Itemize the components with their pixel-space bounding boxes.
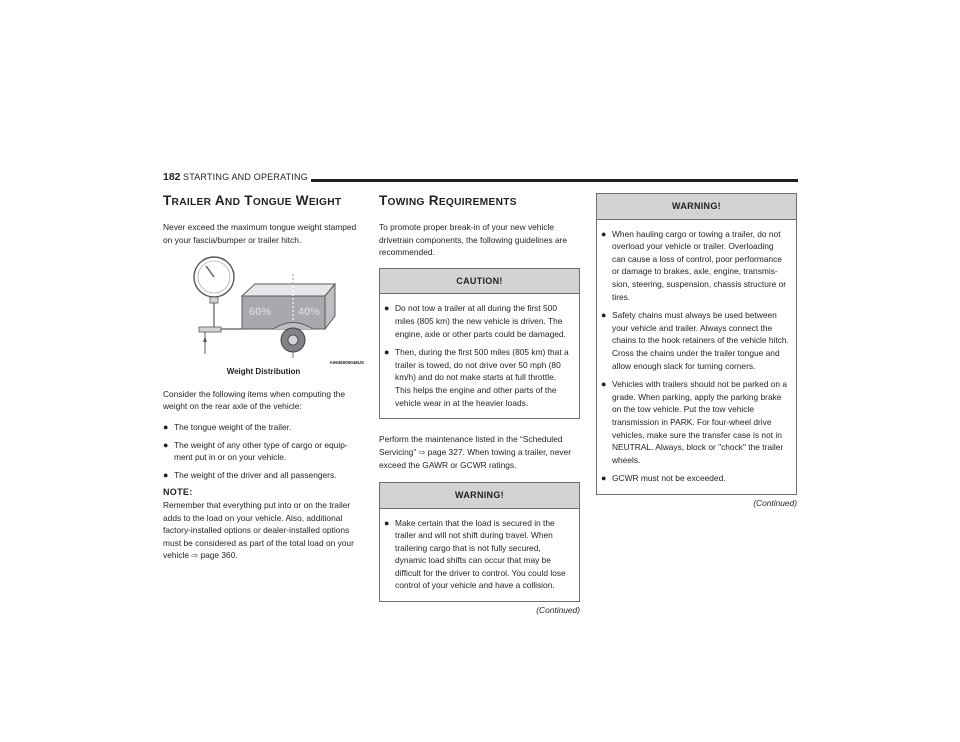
caution-title: CAUTION!: [380, 269, 579, 295]
note-page-link[interactable]: page 360.: [200, 550, 238, 561]
bullet-icon: ●: [384, 347, 390, 358]
column-warning-continued: [596, 193, 797, 509]
page-ref-arrow-icon: ⇨: [418, 447, 426, 457]
column-trailer-tongue-weight: [163, 193, 364, 571]
list-item: ● Then, during the first 500 miles (805 km) that a trailer is towed, do not drive over 50 mph (80 km/h) and do not make starts at full throttle. This helps the engine and other parts of the vehicle wear in at the heavier loads.: [384, 347, 569, 408]
page-header: [163, 171, 798, 185]
section-title: STARTING AND OPERATING: [183, 172, 308, 182]
figure-caption: Weight Distribution: [226, 367, 301, 377]
bullet-icon: ●: [601, 473, 607, 484]
list-item: ● The tongue weight of the trailer.: [163, 421, 292, 432]
heading-towing-requirements: TOWING REQUIREMENTS: [379, 193, 517, 208]
bullet-icon: ●: [601, 310, 607, 321]
warning-box: [596, 193, 797, 495]
towing-intro-paragraph: To promote proper break-in of your new vehicle drivetrain components, the following guidelines are recommended.: [379, 222, 568, 258]
weight-items-list: [163, 421, 364, 481]
list-item: ● Do not tow a trailer at all during the first 500 miles (805 km) the new vehicle is driven. The engine, axle or other parts could be damaged.: [384, 303, 566, 339]
bullet-icon: ●: [384, 517, 390, 528]
bullet-icon: ●: [601, 228, 607, 239]
caution-box: [379, 268, 580, 419]
rear-percentage-label: 40%: [298, 306, 321, 319]
warning-title: WARNING!: [380, 483, 579, 509]
note-label: NOTE:: [163, 487, 193, 498]
front-percentage-label: 60%: [249, 306, 272, 319]
trailer-scale-illustration: [163, 254, 364, 366]
continued-label: (Continued): [753, 497, 797, 508]
page-ref-arrow-icon: ⇨: [191, 551, 199, 561]
bullet-icon: ●: [163, 469, 169, 480]
weight-distribution-figure: [163, 254, 364, 366]
page-number: 182: [163, 171, 181, 183]
warning-title: WARNING!: [597, 194, 796, 220]
list-item: ● Vehicles with trailers should not be parked on a grade. When parking, apply the parking brake on the tow vehicle. Put the tow vehicle transmission in PARK. For four-wheel drive vehicles, make sure the transfer case is not in NEUTRAL. Always, block or "chock" the trailer wheels.: [601, 379, 788, 465]
list-item: ● The weight of any other type of cargo or equip-ment put in or on your vehicle.: [163, 439, 348, 463]
intro-paragraph: Never exceed the maximum tongue weight stamped on your fascia/bumper or trailer hitch.: [163, 222, 357, 245]
list-item: ● Make certain that the load is secured in the trailer and will not shift during travel. When trailering cargo that is not fully secured, dynamic load shifts can occur that may be difficult for the driver to control. You could lose control of your vehicle and have a collision.: [384, 517, 566, 591]
list-item: ● When hauling cargo or towing a trailer, do not overload your vehicle or trailer. Overloading can cause a loss of control, poor performance or damage to brakes, axle, engine, transmis-sion, steering, suspension, chassis structure or tires.: [601, 228, 787, 302]
list-item: ● Safety chains must always be used between your vehicle and trailer. Always connect the chains to the hook retainers of the vehicle hitch. Cross the chains under the trailer tongue and allow enough slack for turning corners.: [601, 310, 789, 371]
maintenance-page-link[interactable]: page 327.: [427, 446, 465, 457]
figure-code: A0636000048US: [329, 360, 364, 366]
bullet-icon: ●: [163, 439, 169, 450]
list-item: ● GCWR must not be exceeded.: [601, 473, 726, 484]
bullet-icon: ●: [163, 421, 169, 432]
column-towing-requirements: [379, 193, 580, 617]
consider-paragraph: Consider the following items when computing the weight on the rear axle of the vehicle:: [163, 388, 346, 412]
bullet-icon: ●: [384, 303, 390, 314]
header-rule: [311, 179, 798, 182]
maintenance-paragraph: Perform the maintenance listed in the “Scheduled Servicing” ⇨ page 327. When towing a trailer, never exceed the GAWR or GCWR ratings.: [379, 434, 571, 471]
list-item: ● The weight of the driver and all passengers.: [163, 469, 337, 480]
note-paragraph: Remember that everything put into or on the trailer adds to the load on your vehicle. Also, additional factory-installed options or dealer-installed options must be considered as part of the total load on your vehicle ⇨ page 360.: [163, 499, 354, 561]
warning-box: [379, 482, 580, 602]
continued-label: (Continued): [536, 605, 580, 616]
heading-trailer-tongue-weight: TRAILER AND TONGUE WEIGHT: [163, 193, 342, 208]
bullet-icon: ●: [601, 379, 607, 390]
